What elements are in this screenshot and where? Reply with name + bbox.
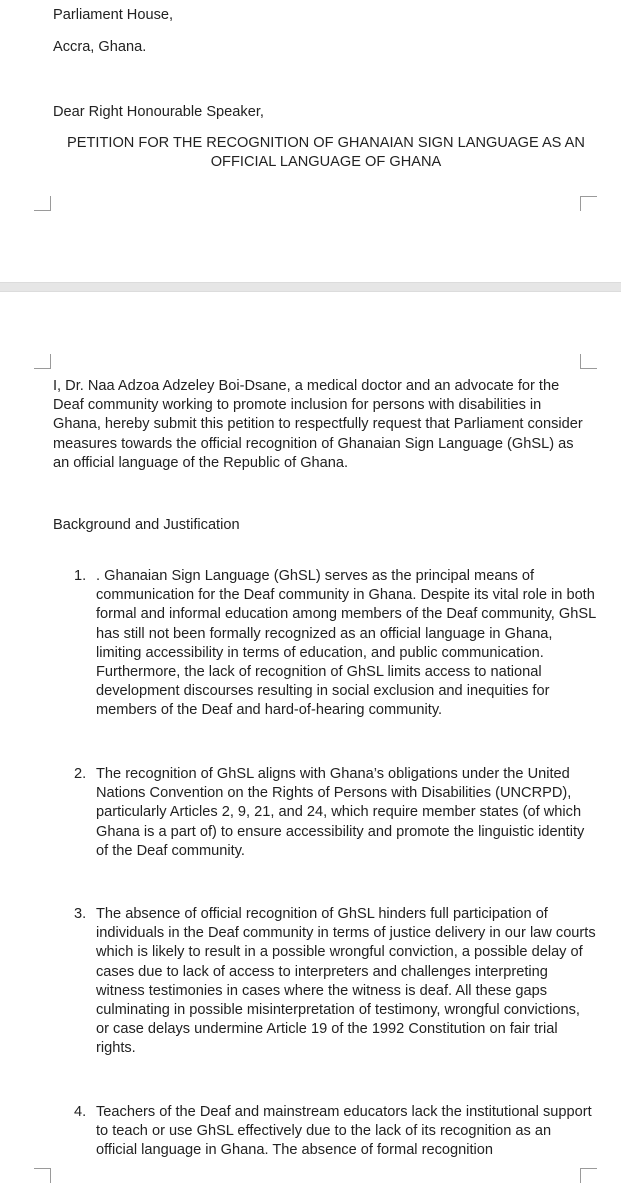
intro-paragraph: I, Dr. Naa Adzoa Adzeley Boi-Dsane, a medical doctor and an advocate for the Deaf community working to promote inclusion for persons with disabilities in Ghana, hereby submit this petition to respectfully request that Parliament consider measures towards the official recognition of Ghanaian Sign Language (GhSL) as an official language of the Republic of Ghana. [53,378,583,471]
address-line-1: Parliament House, [53,7,174,23]
address-line-2: Accra, Ghana. [53,39,147,55]
document-page-2 [0,292,621,1200]
petition-title-line-2: OFFICIAL LANGUAGE OF GHANA [210,154,442,170]
page-corner-mark-icon [580,354,597,369]
salutation: Dear Right Honourable Speaker, [53,104,264,120]
page-corner-mark-icon [34,196,51,211]
page-corner-mark-icon [580,1168,597,1183]
section-heading: Background and Justification [53,517,240,533]
petition-title-line-1: PETITION FOR THE RECOGNITION OF GHANAIAN SIGN LANGUAGE AS AN [67,135,585,151]
page-corner-mark-icon [34,354,51,369]
list-item-number: 4. [74,1104,87,1120]
list-item-text: The recognition of GhSL aligns with Ghana’s obligations under the United Nations Convention on the Rights of Persons with Disabilities (UNCRPD), particularly Articles 2, 9, 21, and 24, which require member states (of which Ghana is a part of) to ensure accessibility and promote the linguistic identity of the Deaf community. [96,766,585,859]
list-item-number: 2. [74,766,87,782]
list-item-text: Teachers of the Deaf and mainstream educators lack the institutional support to teach or use GhSL effectively due to the lack of its recognition as an official language in Ghana. The absence of formal recognition [96,1104,592,1159]
list-item-number: 3. [74,906,87,922]
list-item-text: The absence of official recognition of GhSL hinders full participation of individuals in the Deaf community in terms of justice delivery in our law courts which is likely to result in a possible wrongful conviction, a possible delay of cases due to lack of access to interpreters and challenges interpreting witness testimonies in cases where the witness is deaf. All these gaps culminating in possible misinterpretation of testimony, wrongful convictions, or case delays undermine Article 19 of the 1992 Constitution on fair trial rights. [96,906,596,1057]
page-corner-mark-icon [34,1168,51,1183]
document-page-1 [0,0,621,282]
list-item-number: 1. [74,568,87,584]
page-break [0,282,621,292]
list-item-text: . Ghanaian Sign Language (GhSL) serves as the principal means of communication for the Deaf community in Ghana. Despite its vital role in both formal and informal education among members of the Deaf community, GhSL has still not been formally recognized as an official language in Ghana, limiting accessibility in terms of education, and public communication. Furthermore, the lack of recognition of GhSL limits access to national development discourses resulting in social exclusion and inequities for members of the Deaf and hard-of-hearing community. [96,568,596,719]
page-corner-mark-icon [580,196,597,211]
